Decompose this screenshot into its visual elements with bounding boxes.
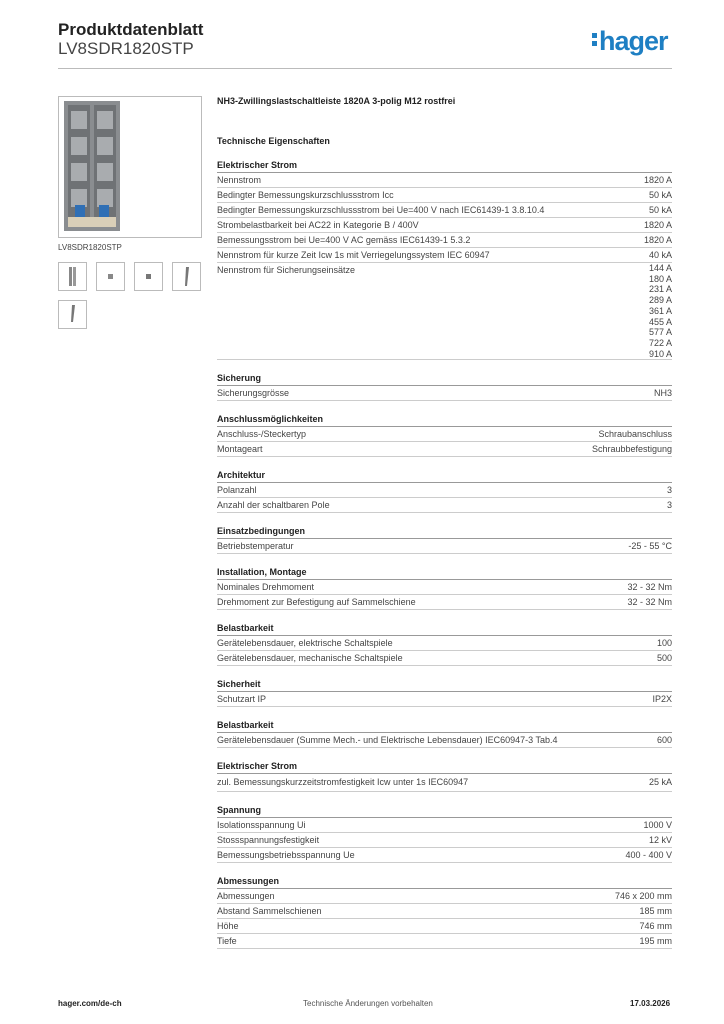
spec-label: Anschluss-/Steckertyp: [217, 429, 307, 440]
product-code: LV8SDR1820STP: [58, 39, 194, 58]
spec-label: Nennstrom für kurze Zeit Icw 1s mit Verriegelungssystem IEC 60947: [217, 250, 490, 260]
spec-row: [217, 833, 672, 848]
spec-value: 3: [666, 500, 672, 511]
spec-label: Stossspannungsfestigkeit: [217, 835, 320, 846]
thumbnail-5[interactable]: [58, 300, 87, 329]
spec-label: Sicherungsgrösse: [217, 388, 290, 399]
section-title: Installation, Montage: [217, 565, 672, 580]
footer-website[interactable]: hager.com/de-ch: [58, 999, 122, 1008]
spec-label: Gerätelebensdauer, elektrische Schaltspiele: [217, 638, 393, 649]
spec-row: [217, 498, 672, 513]
spec-value: -25 - 55 °C: [628, 541, 672, 552]
spec-label: Betriebstemperatur: [217, 541, 294, 552]
document-title: Produktdatenblatt: [58, 20, 204, 39]
spec-value: 25 kA: [648, 777, 672, 788]
spec-label: Bedingter Bemessungskurzschlussstrom bei Ue=400 V nach IEC61439-1 3.8.10.4: [217, 205, 545, 215]
spec-label: Gerätelebensdauer, mechanische Schaltspiele: [217, 653, 403, 664]
section-title: Elektrischer Strom: [217, 158, 672, 173]
spec-label: Gerätelebensdauer (Summe Mech.- und Elektrische Lebensdauer) IEC60947-3 Tab.4: [217, 735, 558, 746]
spec-label: Isolationsspannung Ui: [217, 820, 306, 831]
fuse-current-value: 910 A: [648, 348, 672, 359]
spec-value: 3: [666, 485, 672, 496]
spec-row: [217, 173, 672, 188]
spec-row: [217, 233, 672, 248]
spec-row: [217, 904, 672, 919]
fuse-current-value: 577 A: [648, 327, 672, 338]
spec-value: 32 - 32 Nm: [627, 597, 672, 608]
fuse-current-value: 455 A: [648, 316, 672, 327]
image-caption: LV8SDR1820STP: [58, 243, 122, 252]
spec-row: [217, 636, 672, 651]
spec-row: [217, 774, 672, 792]
spec-row: [217, 248, 672, 263]
fuse-current-value: 231 A: [648, 284, 672, 295]
spec-value: 746 mm: [639, 921, 672, 932]
footer-date: 17.03.2026: [630, 999, 671, 1008]
spec-value: IP2X: [652, 694, 672, 705]
spec-value: 185 mm: [639, 906, 672, 917]
hager-logo: [592, 26, 668, 57]
fuse-current-value: 180 A: [648, 273, 672, 284]
spec-value: 100: [656, 638, 672, 649]
section-title: Belastbarkeit: [217, 718, 672, 733]
spec-label: Abmessungen: [217, 891, 275, 902]
fuse-current-value: 361 A: [648, 305, 672, 316]
spec-row: [217, 580, 672, 595]
section-title: Sicherung: [217, 371, 672, 386]
footer-notice: Technische Änderungen vorbehalten: [303, 999, 433, 1008]
logo-dots-icon: [592, 26, 597, 46]
section-title: Spannung: [217, 803, 672, 818]
thumbnail-2[interactable]: [96, 262, 125, 291]
thumbnail-1[interactable]: [58, 262, 87, 291]
spec-value: Schraubanschluss: [598, 429, 672, 440]
tech-heading: Technische Eigenschaften: [217, 136, 330, 146]
spec-row: [217, 188, 672, 203]
spec-label: Anzahl der schaltbaren Pole: [217, 500, 330, 511]
spec-label: Strombelastbarkeit bei AC22 in Kategorie B / 400V: [217, 220, 419, 230]
spec-row: [217, 818, 672, 833]
spec-row: [217, 483, 672, 498]
section-title: Architektur: [217, 468, 672, 483]
spec-value: 600: [656, 735, 672, 746]
spec-row: [217, 203, 672, 218]
spec-row: [217, 919, 672, 934]
spec-value: 40 kA: [648, 250, 672, 260]
section-title: Abmessungen: [217, 874, 672, 889]
thumbnail-3[interactable]: [134, 262, 163, 291]
spec-label: Nominales Drehmoment: [217, 582, 315, 593]
spec-row: [217, 442, 672, 457]
spec-value: 1820 A: [643, 235, 672, 245]
spec-label: zul. Bemessungskurzzeitstromfestigkeit Icw unter 1s IEC60947: [217, 777, 469, 788]
specifications: [217, 96, 672, 949]
section-title: Belastbarkeit: [217, 621, 672, 636]
spec-label: Tiefe: [217, 936, 237, 947]
logo-text: hager: [599, 26, 668, 56]
spec-label: Nennstrom für Sicherungseinsätze: [217, 265, 356, 275]
spec-row: [217, 889, 672, 904]
spec-label: Bemessungsstrom bei Ue=400 V AC gemäss IEC61439-1 5.3.2: [217, 235, 471, 245]
spec-value: 1000 V: [643, 820, 672, 831]
spec-label: Höhe: [217, 921, 239, 932]
spec-row: [217, 427, 672, 442]
spec-label: Abstand Sammelschienen: [217, 906, 322, 917]
spec-row: [217, 218, 672, 233]
spec-row: [217, 539, 672, 554]
spec-value-list: [649, 263, 672, 359]
spec-value: 12 kV: [648, 835, 672, 846]
spec-label: Drehmoment zur Befestigung auf Sammelschiene: [217, 597, 416, 608]
spec-value: 500: [656, 653, 672, 664]
fuse-current-value: 722 A: [648, 337, 672, 348]
spec-label: Montageart: [217, 444, 263, 455]
product-image: [58, 96, 202, 238]
thumbnail-4[interactable]: [172, 262, 201, 291]
fuse-current-value: 289 A: [648, 295, 672, 306]
spec-value: 32 - 32 Nm: [627, 582, 672, 593]
spec-row: [217, 934, 672, 949]
section-title: Sicherheit: [217, 677, 672, 692]
spec-value: 1820 A: [643, 175, 672, 185]
spec-row-fuse-currents: [217, 263, 672, 360]
spec-label: Schutzart IP: [217, 694, 267, 705]
spec-value: 50 kA: [648, 190, 672, 200]
spec-value: 1820 A: [643, 220, 672, 230]
spec-row: [217, 692, 672, 707]
spec-row: [217, 386, 672, 401]
fuse-current-value: 144 A: [648, 263, 672, 273]
spec-value: 195 mm: [639, 936, 672, 947]
spec-value: 400 - 400 V: [625, 850, 672, 861]
section-title: Elektrischer Strom: [217, 759, 672, 774]
spec-label: Bedingter Bemessungskurzschlussstrom Icc: [217, 190, 394, 200]
spec-row: [217, 651, 672, 666]
spec-label: Nennstrom: [217, 175, 262, 185]
spec-label: Bemessungsbetriebsspannung Ue: [217, 850, 355, 861]
section-title: Einsatzbedingungen: [217, 524, 672, 539]
spec-row: [217, 595, 672, 610]
spec-label: Polanzahl: [217, 485, 257, 496]
spec-value: 50 kA: [648, 205, 672, 215]
spec-value: NH3: [653, 388, 672, 399]
spec-value: 746 x 200 mm: [614, 891, 672, 902]
spec-row: [217, 848, 672, 863]
section-title: Anschlussmöglichkeiten: [217, 412, 672, 427]
spec-row: [217, 733, 672, 748]
spec-value: Schraubbefestigung: [591, 444, 672, 455]
product-name: NH3-Zwillingslastschaltleiste 1820A 3-polig M12 rostfrei: [217, 96, 456, 106]
header-divider: [58, 68, 672, 69]
